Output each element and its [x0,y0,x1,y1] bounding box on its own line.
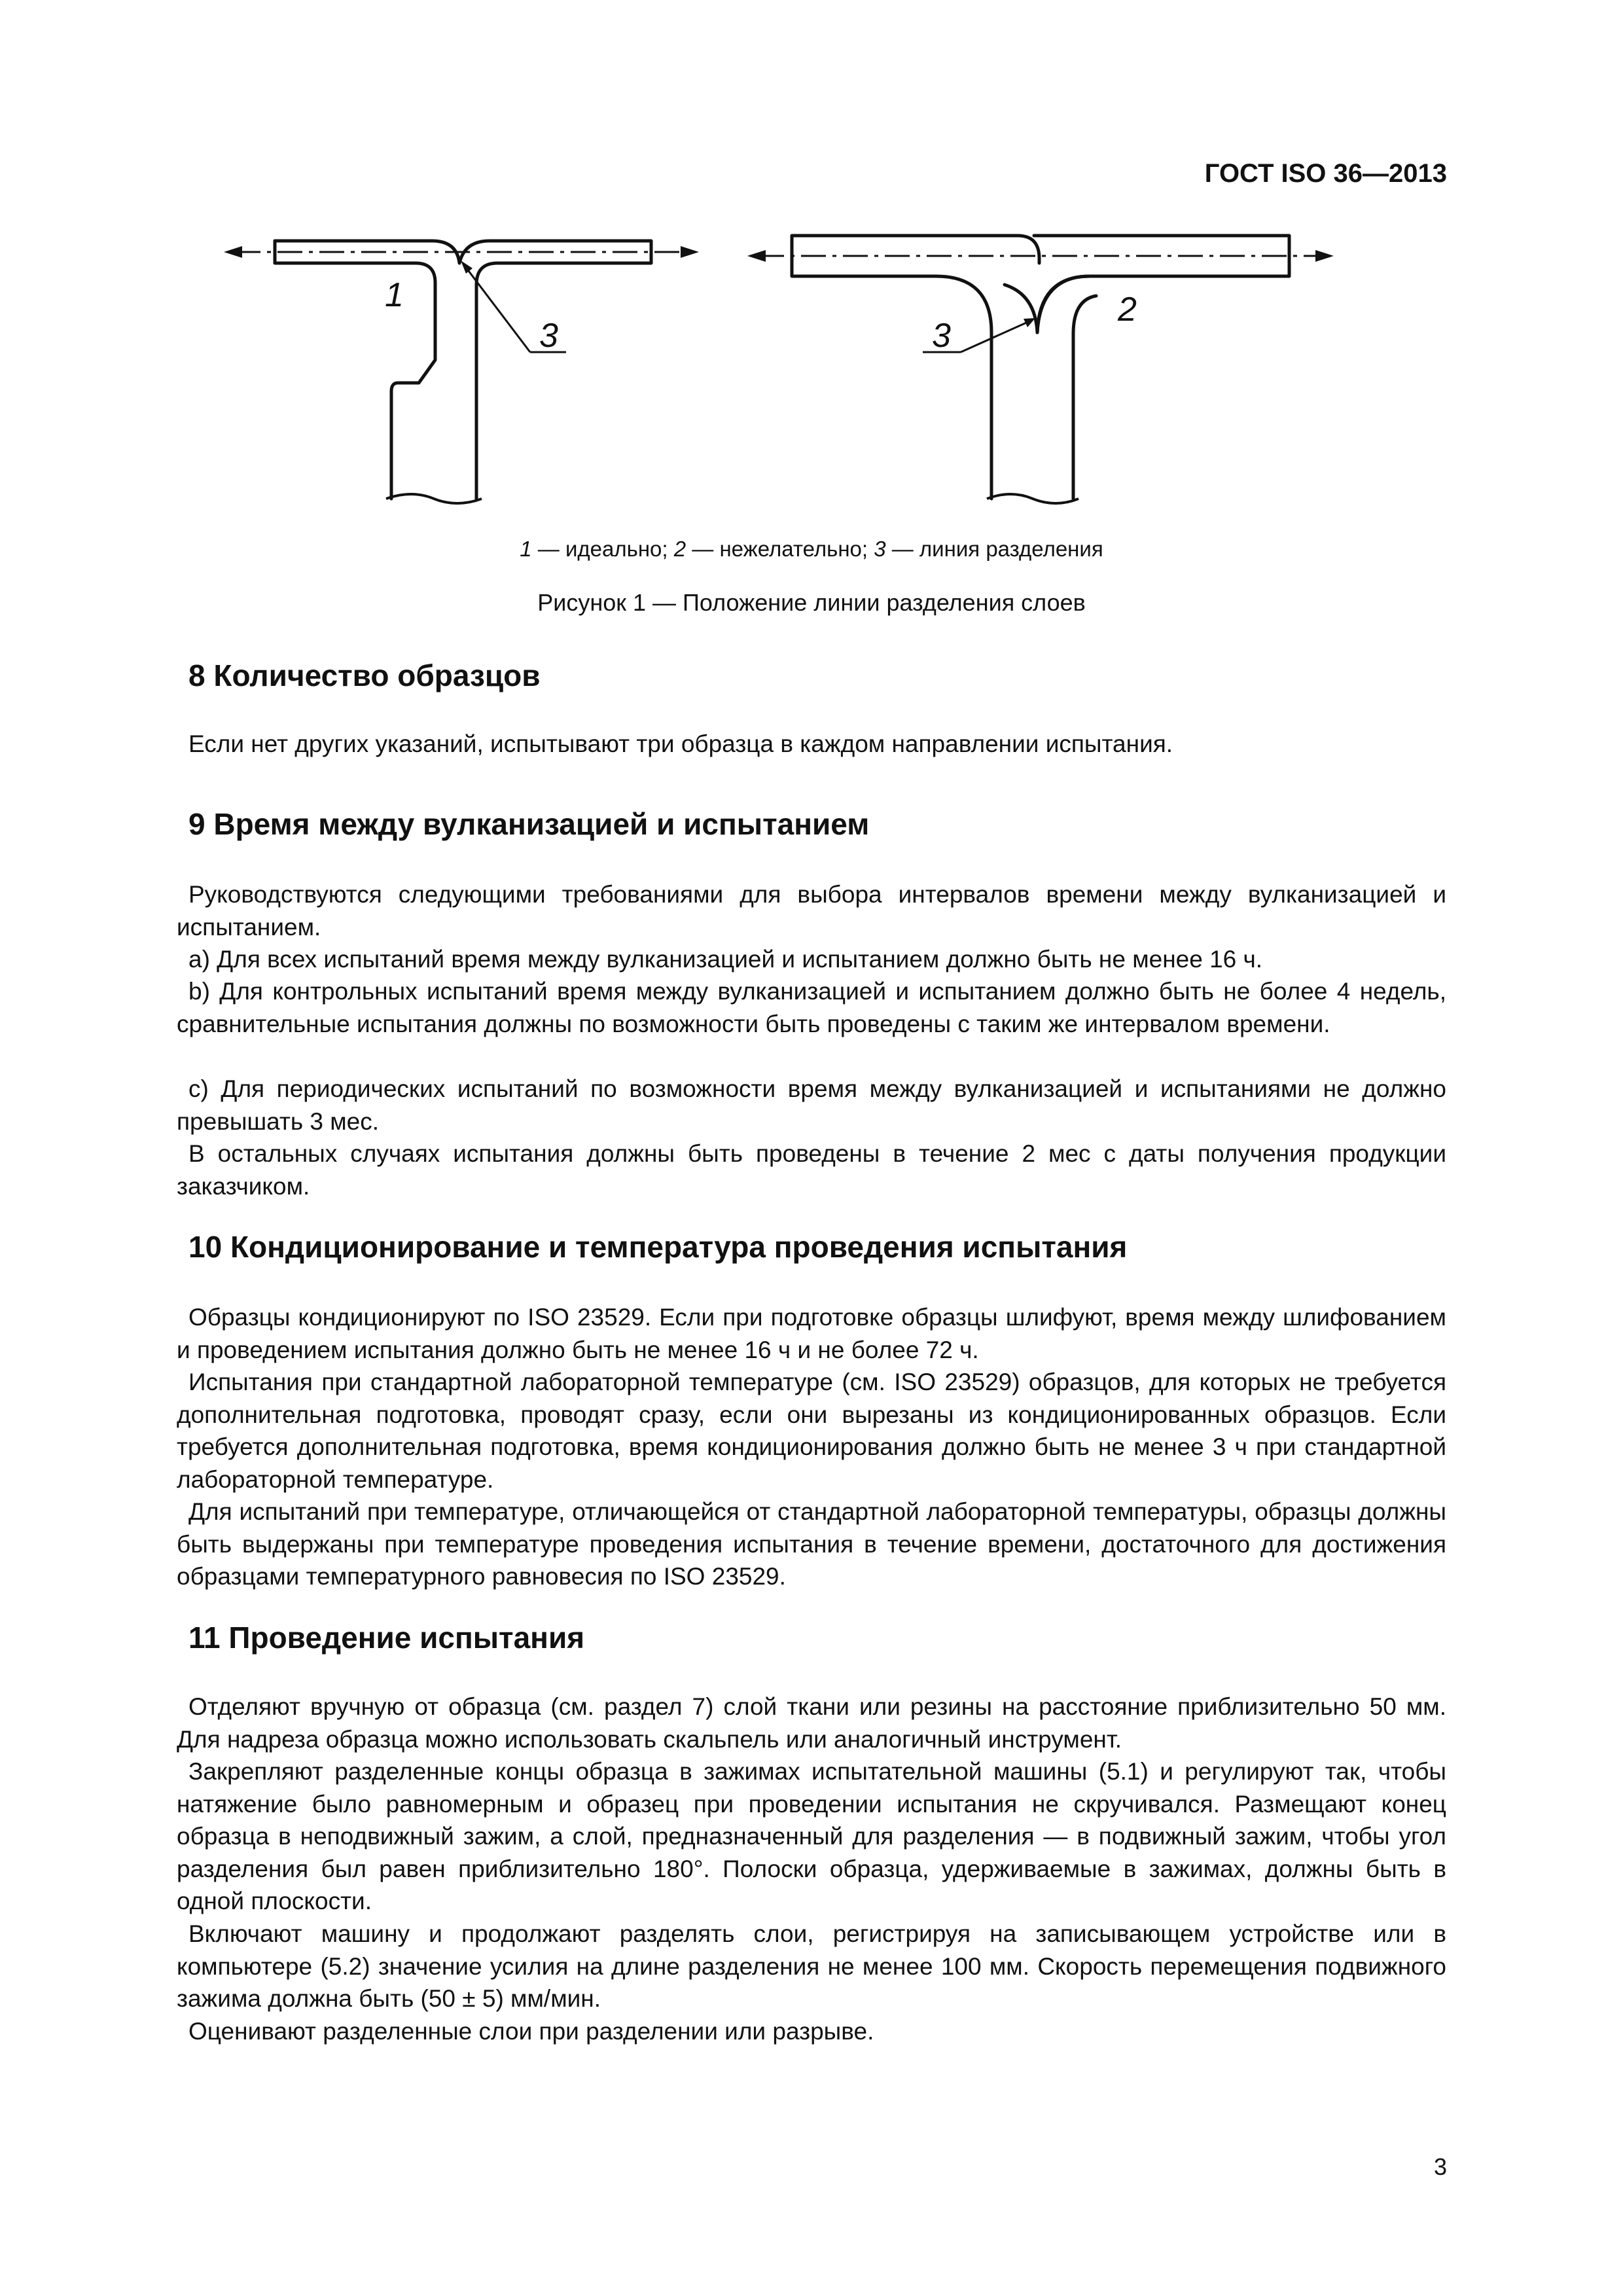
section-10-heading: 10 Кондиционирование и температура проведения испытания [188,1230,1128,1264]
standard-designation: ГОСТ ISO 36—2013 [1204,159,1447,188]
section-11-paragraph-4: Оценивают разделенные слои при разделении или разрыве. [188,2018,874,2045]
label-line-number-left: 3 [539,317,558,355]
figure-legend [0,537,1623,562]
leader-line-left [465,266,530,352]
section-11-paragraph-2: Закрепляют разделенные концы образца в зажимах испытательной машины (5.1) и регулируют так, чтобы натяжение было равномерным и образец при проведении испытания не скручивался. Размещают конец образца в неподвижный зажим, а слой, предназначенный для разделения — в подвижный зажим, чтобы угол разделения был равен приблизительно 180°. Полоски образца, удерживаемые в зажимах, должны быть в одной плоскости. [177,1758,1446,1914]
section-11-paragraph-1: Отделяют вручную от образца (см. раздел 7) слой ткани или резины на расстояние приблизительно 50 мм. Для надреза образца можно использовать скальпель или аналогичный инструмент. [177,1693,1446,1753]
arrowhead-left-end [681,246,699,258]
separation-line-diagram [216,223,1342,517]
undesired-specimen-outline [792,236,1039,499]
ideal-specimen-outline-left [275,241,435,499]
legend-number-3: 3 [874,537,886,561]
page-number: 3 [1433,2153,1447,2180]
section-10-paragraph-3: Для испытаний при температуре, отличающейся от стандартной лабораторной температуры, образцы должны быть выдержаны при температуре проведения испытания в течение времени, достаточного для достижения образцами температурного равновесия по ISO 23529. [177,1498,1446,1590]
section-11-paragraph-3: Включают машину и продолжают разделять слои, регистрируя на записывающем устройстве или в компьютере (5.2) значение усилия на длине разделения не менее 100 мм. Скорость перемещения подвижного зажима должна быть (50 ± 5) мм/мин. [177,1920,1446,2012]
legend-number-2: 2 [673,537,687,561]
section-9-heading: 9 Время между вулканизацией и испытанием [188,807,870,841]
section-8-paragraph: Если нет других указаний, испытывают три образца в каждом направлении испытания. [188,730,1173,757]
ideal-specimen-outline [275,241,651,499]
legend-text-3: — линия разделения [885,537,1103,561]
label-line-number-right: 3 [932,317,951,355]
leader-arrow-left [461,260,473,274]
legend-text-1: — идеально; [531,537,674,561]
arrowhead-left-start [224,246,242,258]
arrowhead-right-end [1315,250,1334,262]
legend-number-1: 1 [520,537,532,561]
section-8-heading: 8 Количество образцов [188,658,541,692]
break-line-left [386,494,482,503]
figure-caption: Рисунок 1 — Положение линии разделения слоев [537,589,1086,616]
figure-1 [216,223,1342,517]
section-11-heading: 11 Проведение испытания [188,1621,585,1655]
section-9-closing: В остальных случаях испытания должны быть проведены в течение 2 мес с даты получения продукции заказчиком. [177,1140,1446,1200]
arrowhead-right-start [747,250,766,262]
legend-text-2: — нежелательно; [686,537,874,561]
section-9-item-a: a) Для всех испытаний время между вулканизацией и испытанием должно быть не менее 16 ч. [188,946,1263,973]
undesired-stem-right [1073,296,1096,499]
label-undesired-number: 2 [1118,291,1137,329]
undesired-specimen-outline-right [1005,236,1289,332]
section-9-intro: Руководствуются следующими требованиями для выбора интервалов времени между вулканизацией и испытанием. [177,881,1446,941]
section-9-item-c: c) Для периодических испытаний по возможности время между вулканизацией и испытаниями не должно превышать 3 мес. [177,1075,1446,1135]
label-ideal-number: 1 [385,276,404,314]
break-line-right [987,494,1079,503]
section-10-paragraph-2: Испытания при стандартной лабораторной температуре (см. ISO 23529) образцов, для которых не требуется дополнительная подготовка, проводят сразу, если они вырезаны из кондиционированных образцов. Если требуется дополнительная подготовка, время кондиционирования должно быть не менее 3 ч при стандартной лабораторной температуре. [177,1369,1446,1493]
leader-line-right [961,321,1031,352]
section-9-item-b: b) Для контрольных испытаний время между вулканизацией и испытанием должно быть не более 4 недель, сравнительные испытания должны по возможности быть проведены с таким же интервалом времени. [177,978,1446,1037]
section-10-paragraph-1: Образцы кондиционируют по ISO 23529. Если при подготовке образцы шлифуют, время между шлифованием и проведением испытания должно быть не менее 16 ч и не более 72 ч. [177,1304,1446,1363]
